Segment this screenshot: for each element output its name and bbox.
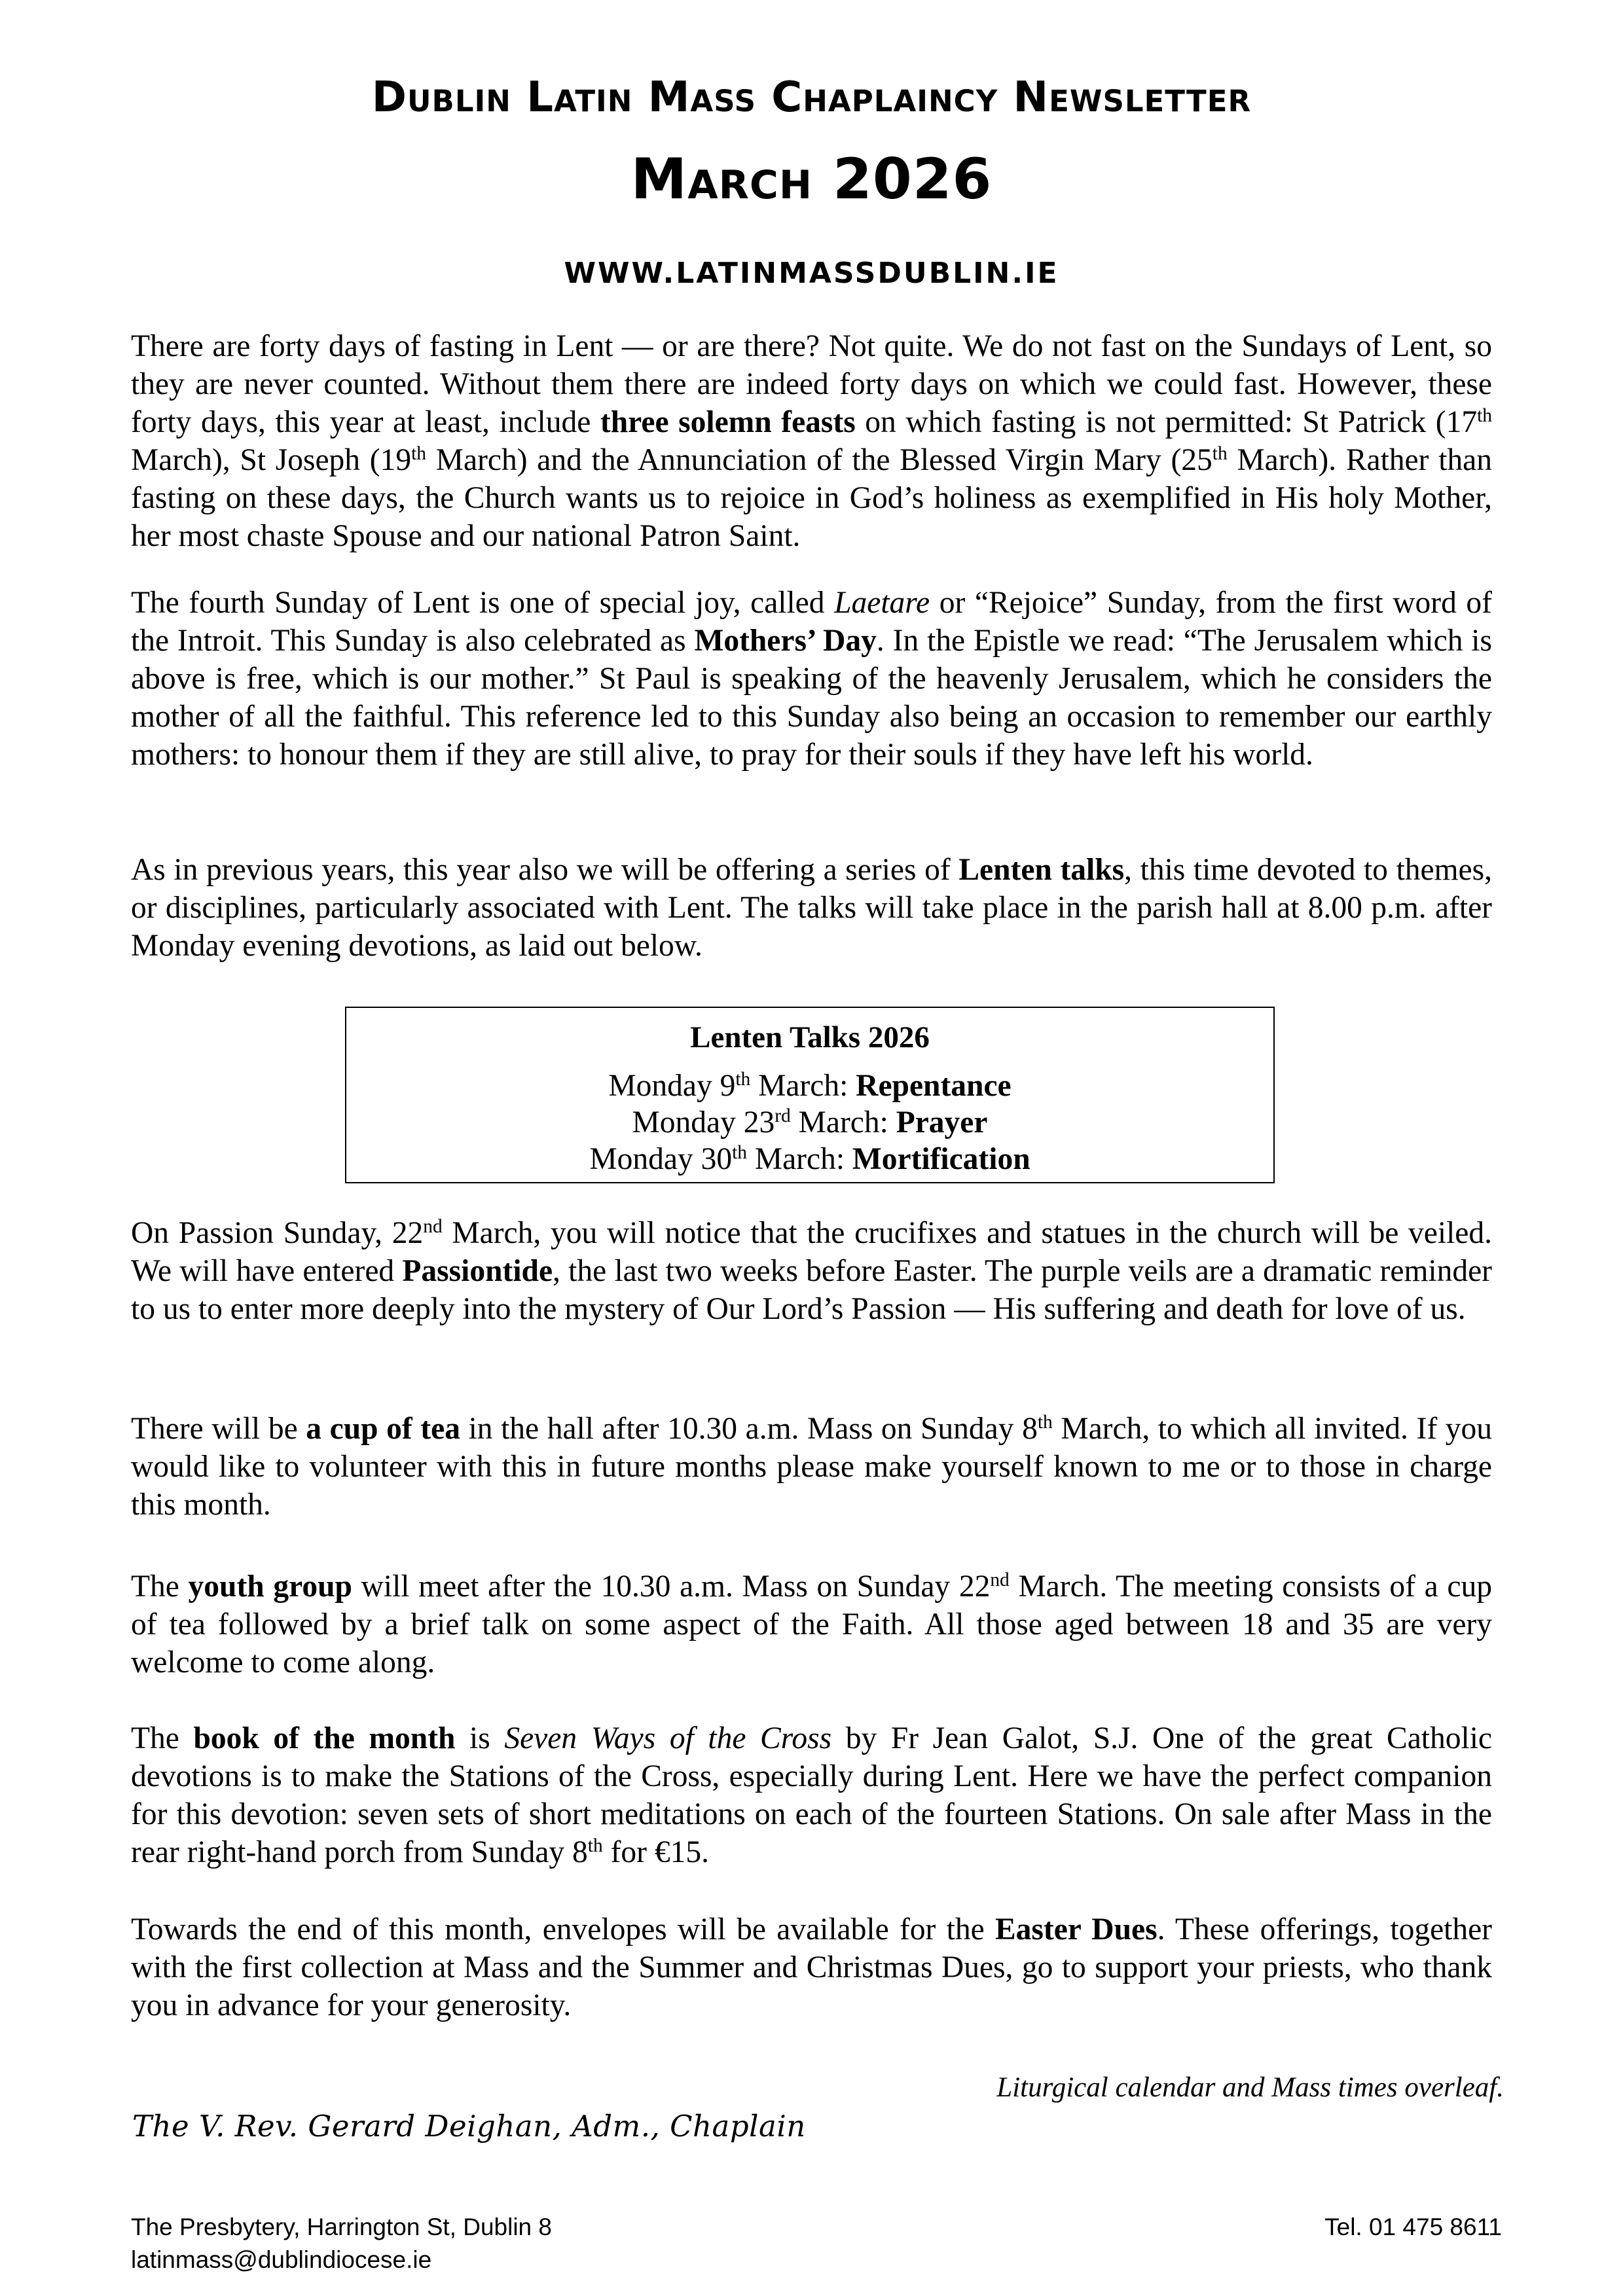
book-title: Seven Ways of the Cross — [504, 1721, 832, 1755]
text: in the hall after 10.30 a.m. Mass on Sunday 8 — [460, 1412, 1038, 1446]
paragraph-youth-group — [131, 1568, 1492, 1681]
footer-address: The Presbytery, Harrington St, Dublin 8 — [131, 2214, 552, 2240]
text: There will be — [131, 1412, 306, 1446]
bold-phrase: book of the month — [193, 1721, 456, 1755]
paragraph-lent-fasting — [131, 327, 1492, 555]
text: . These offerings, together with the first collection at Mass and the Summer and Christmas Dues, go to support your priests, who thank you in advance for your generosity. — [131, 1912, 1492, 2022]
talk-row — [346, 1141, 1273, 1177]
lenten-talks-title: Lenten Talks 2026 — [690, 1020, 930, 1054]
text: by Fr Jean Galot, S.J. One of the great Catholic devotions is to make the Stations of the Cross, especially during Lent. Here we have the perfect companion for this devotion: seven sets of short meditations on each of the fourteen Stations. On sale after Mass in the rear right-hand porch from Sunday 8 — [131, 1721, 1492, 1869]
bold-phrase: youth group — [188, 1570, 352, 1604]
ordinal-suffix: th — [1477, 404, 1492, 426]
paragraph-lenten-talks — [131, 851, 1492, 965]
text: March, you will notice that the crucifixes and statues in the church will be veiled. We will have entered — [131, 1216, 1492, 1288]
talk-month: March: — [790, 1105, 896, 1139]
talk-topic: Mortification — [852, 1142, 1030, 1176]
text: . In the Epistle we read: “The Jerusalem which is above is free, which is our mother.” St Paul is speaking of the heavenly Jerusalem, which he considers the mother of all the faithful. This reference led to this Sunday also being an occasion to remember our earthly mothers: to honour them if they are still alive, to pray for their souls if they have left his world. — [131, 624, 1492, 772]
ordinal-suffix: th — [1212, 442, 1228, 464]
text: As in previous years, this year also we will be offering a series of — [131, 853, 959, 887]
ordinal-suffix: nd — [423, 1215, 443, 1237]
footer-email[interactable]: latinmass@dublindiocese.ie — [131, 2246, 432, 2273]
paragraph-book-of-month — [131, 1719, 1492, 1871]
newsletter-title: Dublin Latin Mass Chaplaincy Newsletter — [371, 73, 1252, 122]
bold-phrase: Easter Dues — [994, 1912, 1158, 1946]
text: March, to which all invited. If you would like to volunteer with this in future months please make yourself known to me or to those in charge this month. — [131, 1412, 1492, 1522]
talk-date: Monday 30 — [589, 1142, 733, 1176]
bold-phrase: Lenten talks — [958, 853, 1125, 887]
text: , the last two weeks before Easter. The purple veils are a dramatic reminder to us to enter more deeply into the mystery of Our Lord’s Passion — His suffering and death for love of us. — [131, 1254, 1492, 1326]
ordinal-suffix: th — [411, 442, 427, 464]
italic-phrase: Laetare — [834, 586, 930, 620]
text: On Passion Sunday, 22 — [131, 1216, 424, 1250]
talk-row — [346, 1105, 1273, 1140]
bold-phrase: Passiontide — [402, 1254, 553, 1288]
text: March). Rather than fasting on these days, the Church wants us to rejoice in God’s holiness as exemplified in His holy Mother, her most chaste Spouse and our national Patron Saint. — [131, 443, 1492, 553]
ordinal-suffix: nd — [990, 1569, 1010, 1590]
lenten-talks-box — [345, 1007, 1275, 1183]
talk-topic: Repentance — [856, 1069, 1012, 1103]
text: , this time devoted to themes, or disciplines, particularly associated with Lent. The talks will take place in the parish hall at 8.00 p.m. after Monday evening devotions, as laid out below. — [131, 853, 1492, 963]
paragraph-easter-dues — [131, 1910, 1492, 2024]
paragraph-cup-of-tea — [131, 1410, 1492, 1524]
text: is — [455, 1721, 505, 1755]
text: The — [131, 1721, 194, 1755]
ordinal-suffix: th — [732, 1141, 747, 1163]
talk-topic: Prayer — [896, 1105, 988, 1139]
talk-month: March: — [750, 1069, 856, 1103]
text: for €15. — [602, 1835, 709, 1869]
website-link[interactable]: WWW.LATINMASSDUBLIN.IE — [564, 257, 1059, 290]
talk-date: Monday 9 — [608, 1069, 736, 1103]
paragraph-passiontide — [131, 1214, 1492, 1328]
footer-phone: Tel. 01 475 8611 — [1324, 2214, 1502, 2240]
bold-phrase: three solemn feasts — [600, 405, 856, 439]
ordinal-suffix: th — [735, 1068, 751, 1090]
talk-month: March: — [746, 1142, 852, 1176]
text: on which fasting is not permitted: St Patrick (17 — [855, 405, 1478, 439]
overleaf-note: Liturgical calendar and Mass times overleaf. — [996, 2072, 1504, 2103]
newsletter-month: March 2026 — [630, 147, 993, 212]
text: The fourth Sunday of Lent is one of special joy, called — [131, 586, 835, 620]
text: Towards the end of this month, envelopes will be available for the — [131, 1912, 995, 1946]
ordinal-suffix: rd — [775, 1105, 791, 1126]
text: will meet after the 10.30 a.m. Mass on Sunday 22 — [352, 1570, 991, 1604]
talk-row — [346, 1068, 1273, 1103]
paragraph-laetare-sunday — [131, 584, 1492, 774]
bold-phrase: a cup of tea — [306, 1412, 460, 1446]
text: There are forty days of fasting in Lent — or are there? Not quite. We do not fast on the Sundays of Lent, so they are never counted. Without them there are indeed forty days on which we could fast. However, these forty days, this year at least, include — [131, 329, 1492, 439]
ordinal-suffix: th — [1037, 1411, 1053, 1433]
bold-phrase: Mothers’ Day — [694, 624, 877, 658]
talk-date: Monday 23 — [632, 1105, 775, 1139]
text: March. The meeting consists of a cup of tea followed by a brief talk on some aspect of the Faith. All those aged between 18 and 35 are very welcome to come along. — [131, 1570, 1492, 1679]
text: March), St Joseph (19 — [131, 443, 412, 477]
text: or “Rejoice” Sunday, from the first word of the Introit. This Sunday is also celebrated as — [131, 586, 1492, 658]
text: The — [131, 1570, 189, 1604]
ordinal-suffix: th — [587, 1835, 603, 1856]
chaplain-signature: The V. Rev. Gerard Deighan, Adm., Chaplain — [132, 2109, 806, 2144]
text: March) and the Annunciation of the Blessed Virgin Mary (25 — [426, 443, 1213, 477]
